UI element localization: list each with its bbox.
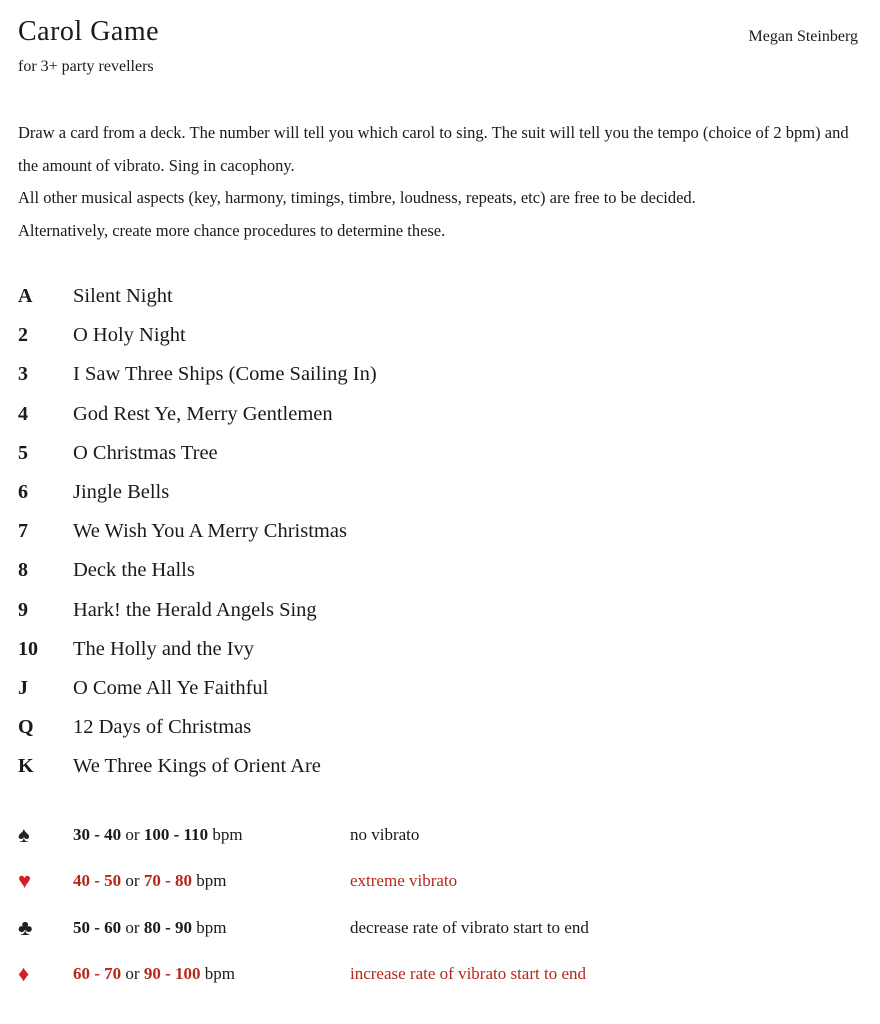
author-name: Megan Steinberg	[748, 28, 858, 45]
card-rank: K	[18, 755, 34, 778]
suit-row-heart	[18, 858, 589, 904]
list-item	[18, 277, 377, 316]
card-rank: Q	[18, 716, 34, 739]
list-item	[18, 395, 377, 434]
list-item	[18, 708, 377, 747]
or-label: or	[125, 917, 140, 937]
vibrato-description: no vibrato	[350, 825, 420, 845]
list-item	[18, 747, 377, 786]
carol-title: I Saw Three Ships (Come Sailing In)	[73, 363, 377, 386]
carol-title: We Wish You A Merry Christmas	[73, 520, 347, 543]
list-item	[18, 591, 377, 630]
instructions-paragraph: Alternatively, create more chance procedures to determine these.	[18, 220, 446, 240]
tempo-range-2: 70 - 80	[143, 871, 193, 891]
list-item	[18, 669, 377, 708]
tempo-range-1: 40 - 50	[73, 871, 122, 891]
list-item	[18, 434, 377, 473]
suit-table	[18, 812, 589, 997]
list-item	[18, 512, 377, 551]
card-rank: 6	[18, 481, 28, 504]
instructions-paragraph: Draw a card from a deck. The number will tell you which carol to sing. The suit will tell you the tempo (choice of 2 bpm) and the amount of vibrato. Sing in cacophony.	[18, 123, 849, 175]
tempo-range-1: 60 - 70	[73, 964, 122, 984]
card-rank: 8	[18, 559, 28, 582]
card-rank: 9	[18, 598, 28, 621]
heart-icon: ♥	[18, 868, 32, 894]
instructions-paragraph: All other musical aspects (key, harmony, timings, timbre, loudness, repeats, etc) are free to be decided.	[18, 188, 696, 207]
carol-title: Hark! the Herald Angels Sing	[73, 598, 317, 621]
card-rank: A	[18, 285, 33, 308]
carol-title: O Holy Night	[73, 324, 186, 347]
list-item	[18, 551, 377, 590]
list-item	[18, 316, 377, 355]
tempo-range-1: 30 - 40	[73, 825, 122, 845]
tempo-range	[73, 918, 350, 938]
card-rank: J	[18, 676, 28, 699]
carol-title: Deck the Halls	[73, 559, 195, 582]
card-rank: 7	[18, 520, 28, 543]
carol-title: We Three Kings of Orient Are	[73, 755, 321, 778]
suit-row-spade	[18, 812, 589, 858]
tempo-range-2: 90 - 100	[143, 964, 201, 984]
carol-title: 12 Days of Christmas	[73, 716, 252, 739]
or-label: or	[125, 964, 140, 984]
card-rank: 10	[18, 637, 38, 660]
diamond-icon: ♦	[18, 961, 30, 987]
vibrato-description: increase rate of vibrato start to end	[350, 964, 587, 984]
carol-title: Silent Night	[73, 285, 173, 308]
or-label: or	[125, 825, 140, 845]
card-rank: 3	[18, 363, 28, 386]
tempo-range	[73, 871, 350, 891]
tempo-range-2: 80 - 90	[143, 917, 193, 937]
tempo-range-1: 50 - 60	[73, 917, 122, 937]
tempo-range	[73, 964, 350, 984]
spade-icon: ♠	[18, 822, 30, 848]
card-rank: 2	[18, 324, 28, 347]
tempo-range-2: 100 - 110	[143, 825, 209, 845]
page-subtitle: for 3+ party revellers	[18, 58, 154, 75]
bpm-unit: bpm	[204, 964, 235, 984]
suit-row-diamond	[18, 951, 589, 997]
carol-title: O Christmas Tree	[73, 441, 218, 464]
carol-title: Jingle Bells	[73, 481, 170, 504]
list-item	[18, 355, 377, 394]
vibrato-description: decrease rate of vibrato start to end	[350, 917, 589, 937]
club-icon: ♣	[18, 914, 33, 940]
card-rank: 4	[18, 402, 28, 425]
carol-title: God Rest Ye, Merry Gentlemen	[73, 402, 333, 425]
carol-list	[18, 277, 377, 786]
card-rank: 5	[18, 441, 28, 464]
or-label: or	[125, 871, 140, 891]
tempo-range	[73, 825, 350, 845]
instructions	[18, 117, 858, 247]
bpm-unit: bpm	[196, 871, 227, 891]
carol-title: The Holly and the Ivy	[73, 637, 255, 660]
bpm-unit: bpm	[196, 917, 227, 937]
bpm-unit: bpm	[212, 825, 243, 845]
carol-title: O Come All Ye Faithful	[73, 676, 269, 699]
list-item	[18, 630, 377, 669]
suit-row-club	[18, 905, 589, 951]
page-title: Carol Game	[18, 16, 160, 47]
vibrato-description: extreme vibrato	[350, 871, 458, 891]
list-item	[18, 473, 377, 512]
